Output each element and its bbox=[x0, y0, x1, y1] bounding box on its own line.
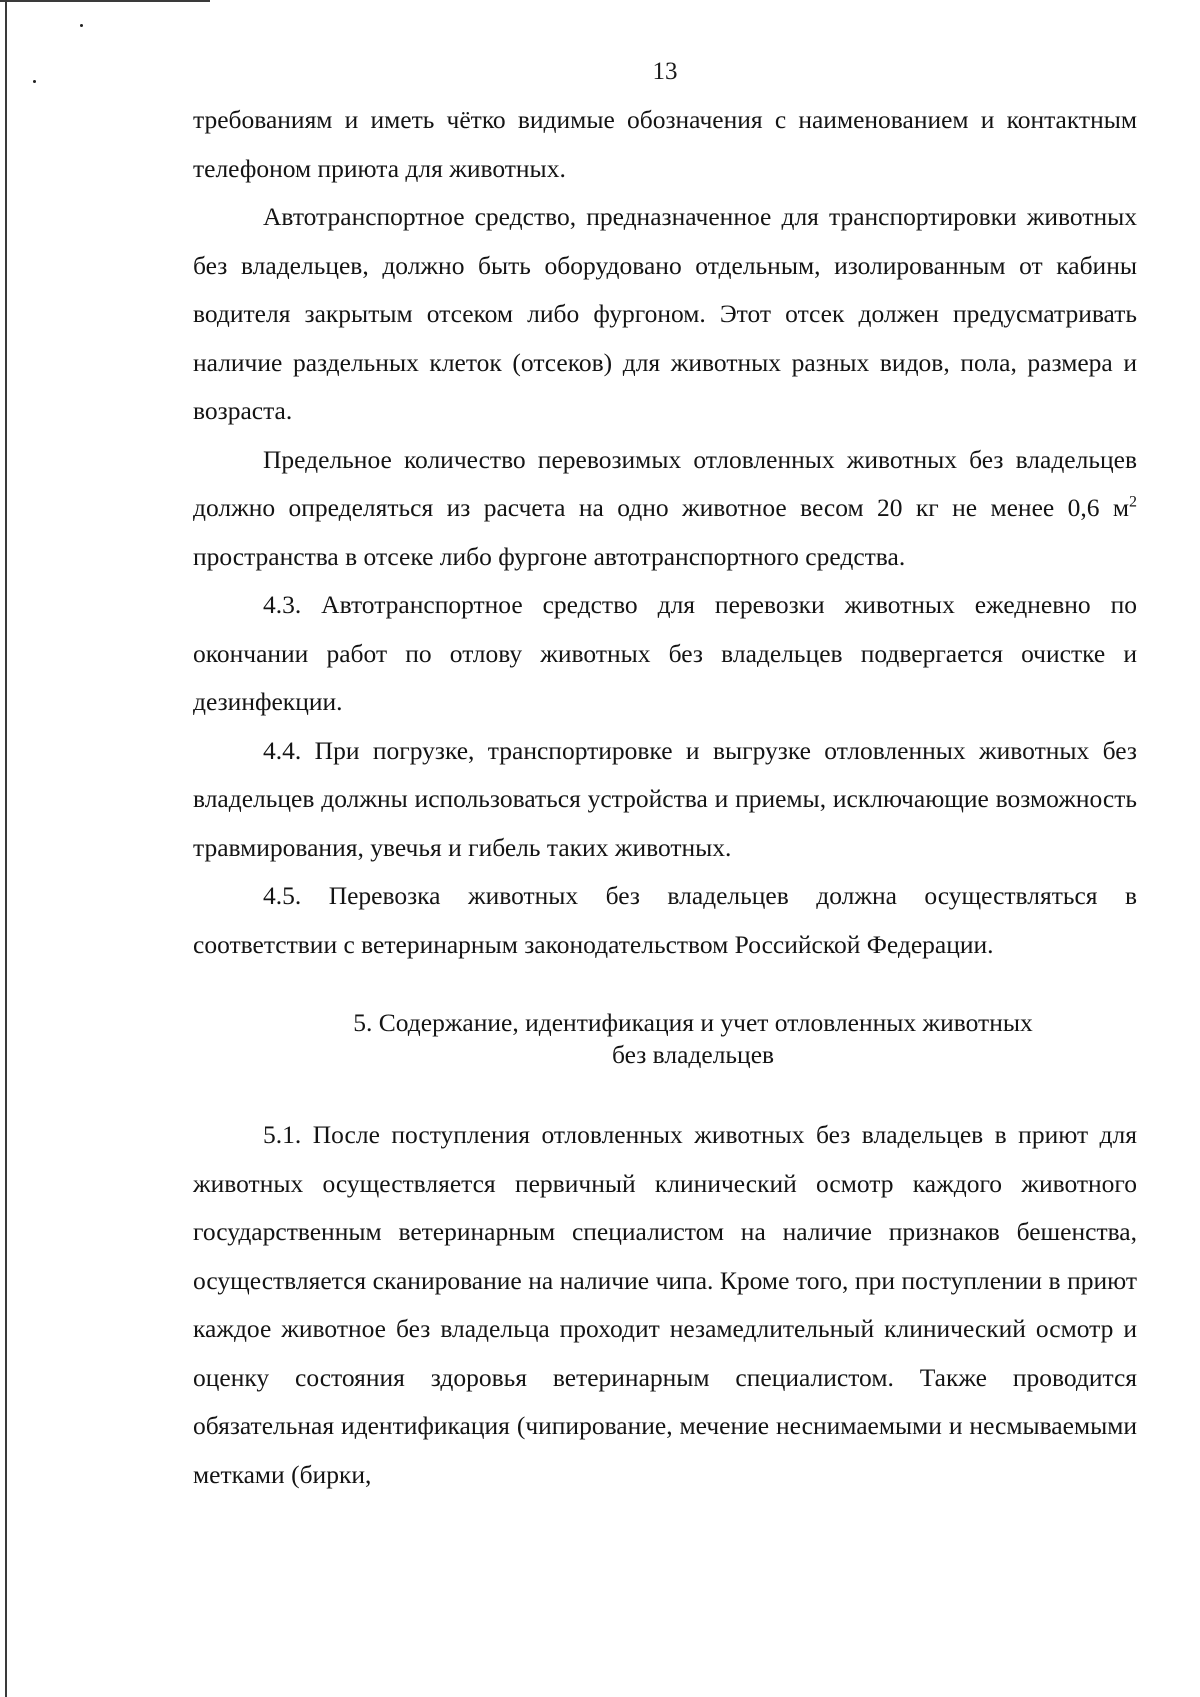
page-number: 13 bbox=[652, 58, 678, 85]
section-heading bbox=[193, 1007, 1137, 1071]
paragraph-transport-limit bbox=[193, 436, 1137, 582]
scan-edge-top bbox=[0, 0, 210, 2]
document-body bbox=[193, 96, 1137, 1499]
paragraph-transport-limit-text: Предельное количество перевозимых отловленных животных без владельцев должно определяться из расчета на одно животное весом 20 кг не менее 0,6 м bbox=[193, 444, 1137, 522]
paragraph-4-5: 4.5. Перевозка животных без владельцев должна осуществляться в соответствии с ветеринарным законодательством Российской Федерации. bbox=[193, 881, 1137, 959]
section-heading-line-1: 5. Содержание, идентификация и учет отловленных животных bbox=[353, 1008, 1033, 1037]
paragraph-5-1: 5.1. После поступления отловленных животных без владельцев в приют для животных осуществляется первичный клинический осмотр каждого животного государственным ветеринарным специалистом на наличие признаков бешенства, осуществляется сканирование на наличие чипа. Кроме того, при поступлении в приют каждое животное без владельца проходит незамедлительный клинический осмотр и оценку состояния здоровья ветеринарным специалистом. Также проводится обязательная идентификация (чипирование, мечение неснимаемыми и несмываемыми метками (бирки, bbox=[193, 1120, 1137, 1489]
scan-edge-left bbox=[5, 0, 7, 1697]
paragraph-transport-limit-text-end: пространства в отсеке либо фургоне автотранспортного средства. bbox=[193, 541, 906, 571]
paragraph-continuation: требованиям и иметь чётко видимые обозначения с наименованием и контактным телефоном приюта для животных. bbox=[193, 105, 1137, 183]
scan-speck bbox=[80, 24, 83, 27]
paragraph-vehicle-compartment: Автотранспортное средство, предназначенное для транспортировки животных без владельцев, должно быть оборудовано отдельным, изолированным от кабины водителя закрытым отсеком либо фургоном. Этот отсек должен предусматривать наличие раздельных клеток (отсеков) для животных разных видов, пола, размера и возраста. bbox=[193, 202, 1137, 425]
superscript-square: 2 bbox=[1129, 493, 1137, 511]
section-heading-line-2: без владельцев bbox=[611, 1040, 775, 1069]
paragraph-4-4: 4.4. При погрузке, транспортировке и выгрузке отловленных животных без владельцев должны использоваться устройства и приемы, исключающие возможность травмирования, увечья и гибель таких животных. bbox=[193, 735, 1137, 862]
paragraph-4-3: 4.3. Автотранспортное средство для перевозки животных ежедневно по окончании работ по отлову животных без владельцев подвергается очистке и дезинфекции. bbox=[193, 590, 1137, 716]
